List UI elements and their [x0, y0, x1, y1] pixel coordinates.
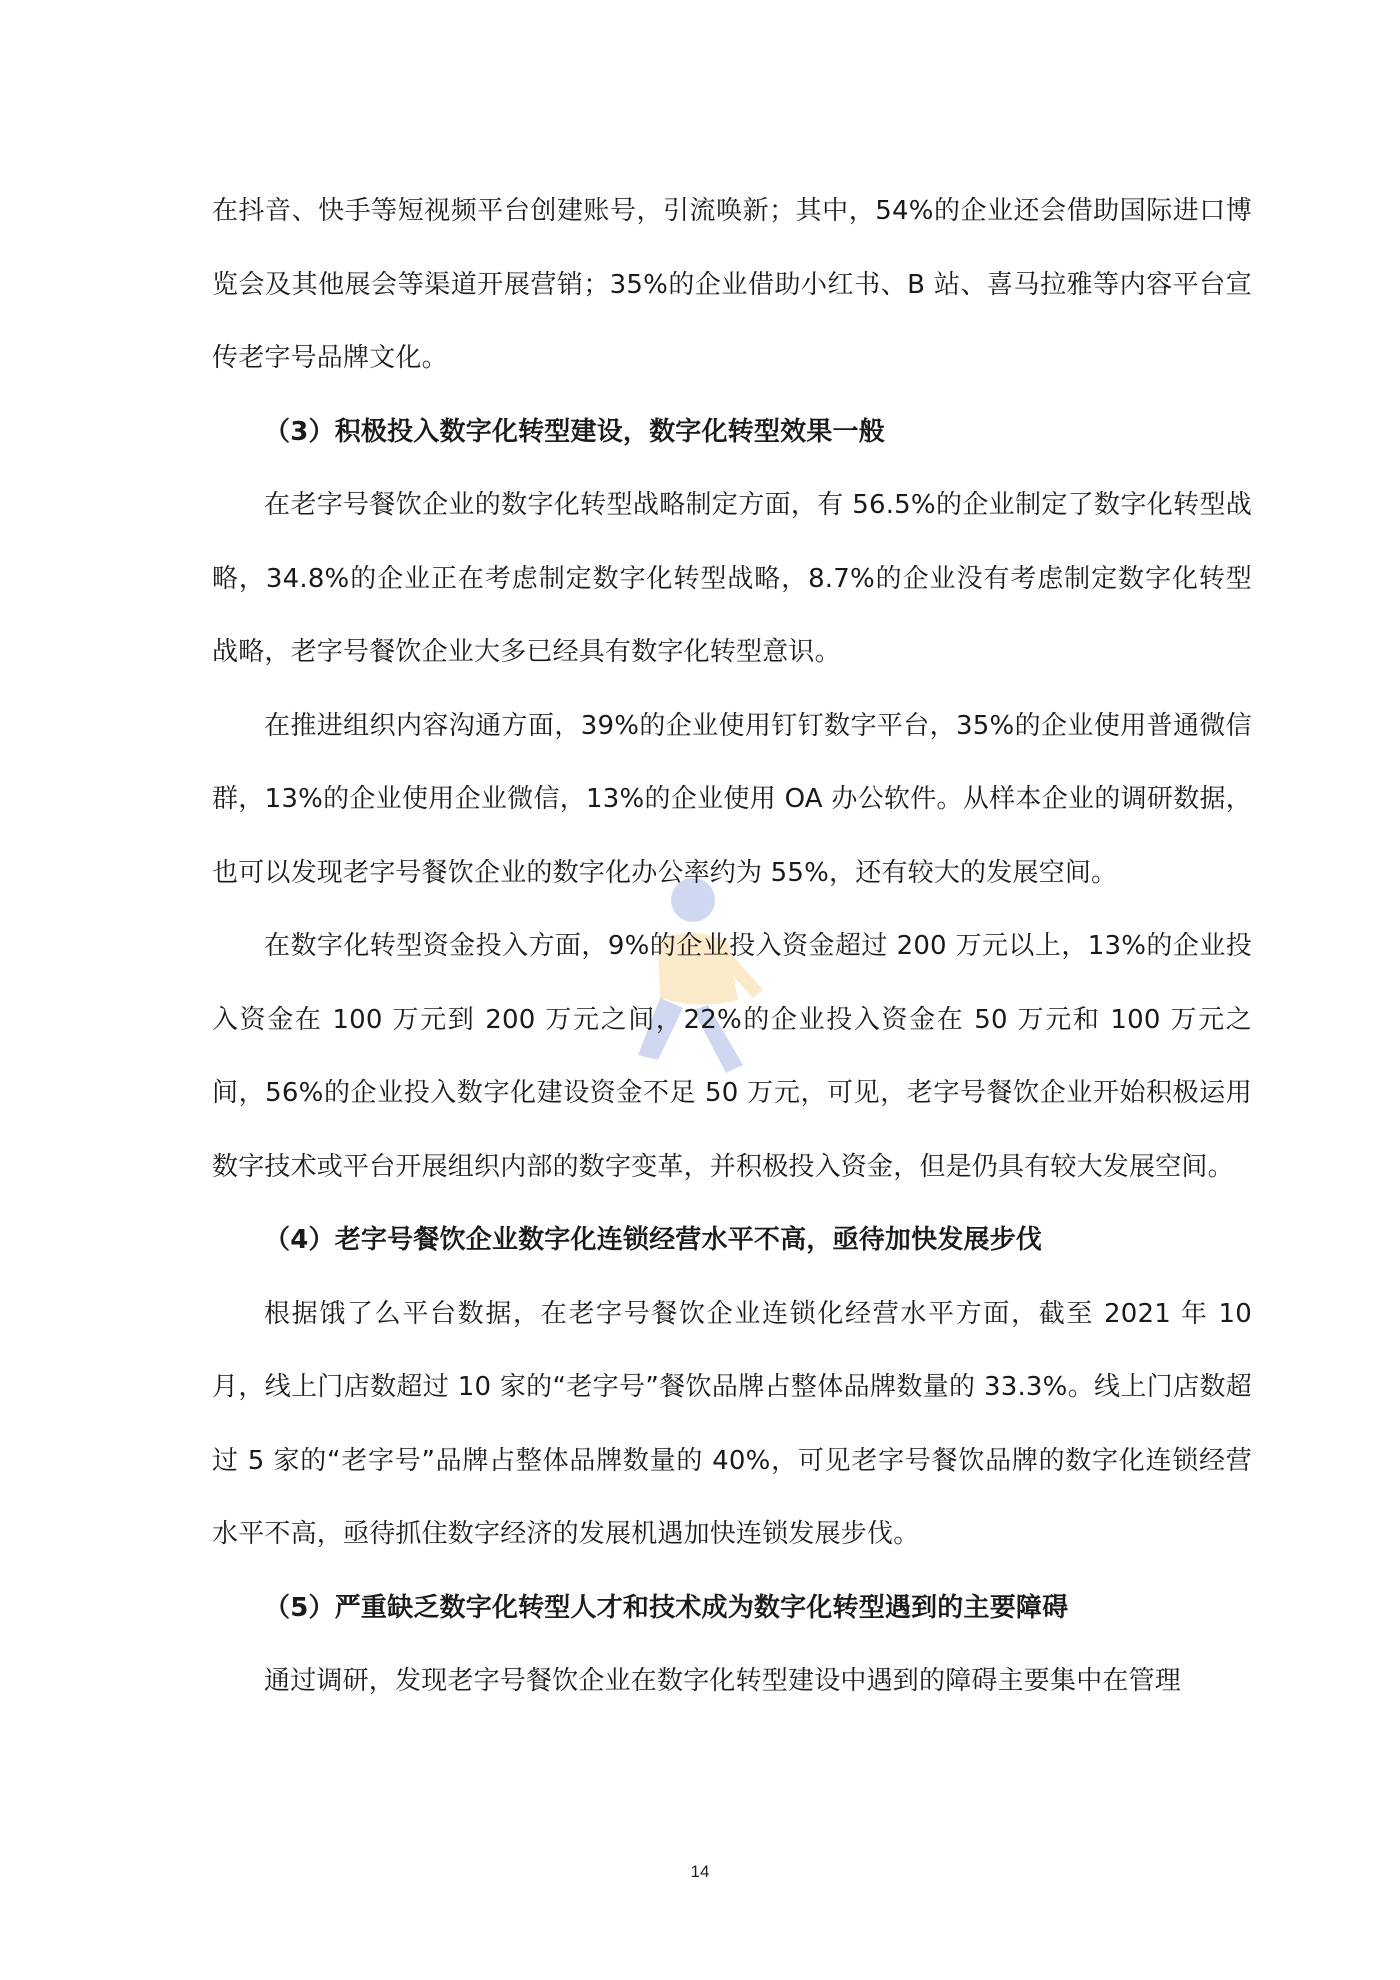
paragraph: 在老字号餐饮企业的数字化转型战略制定方面，有 56.5%的企业制定了数字化转型战略，34.8%的企业正在考虑制定数字化转型战略，8.7%的企业没有考虑制定数字化转型战略，老字号餐饮企业大多已经具有数字化转型意识。 — [212, 490, 1252, 667]
paragraph: 通过调研，发现老字号餐饮企业在数字化转型建设中遇到的障碍主要集中在管理 — [264, 1666, 1182, 1696]
paragraph: 在推进组织内容沟通方面，39%的企业使用钉钉数字平台，35%的企业使用普通微信群，13%的企业使用企业微信，13%的企业使用 OA 办公软件。从样本企业的调研数据，也可以发现老字号餐饮企业的数字化办公率约为 55%，还有较大的发展空间。 — [212, 710, 1252, 888]
section-heading: （5）严重缺乏数字化转型人才和技术成为数字化转型遇到的主要障碍 — [264, 1592, 1069, 1623]
paragraph: 根据饿了么平台数据，在老字号餐饮企业连锁化经营水平方面，截至 2021 年 10 月，线上门店数超过 10 家的“老字号”餐饮品牌占整体品牌数量的 33.3%。线上门店数超过 5 家的“老字号”品牌占整体品牌数量的 40%，可见老字号餐饮品牌的数字化连锁经营水平不高，亟待抓住数字经济的发展机遇加快连锁发展步伐。 — [212, 1298, 1252, 1549]
section-heading: （4）老字号餐饮企业数字化连锁经营水平不高，亟待加快发展步伐 — [264, 1225, 1043, 1255]
section-heading: （3）积极投入数字化转型建设，数字化转型效果一般 — [264, 416, 885, 447]
body-text — [212, 175, 1252, 1719]
paragraph: 在数字化转型资金投入方面，9%的企业投入资金超过 200 万元以上，13%的企业投入资金在 100 万元到 200 万元之间，22%的企业投入资金在 50 万元和 100 万元之间，56%的企业投入数字化建设资金不足 50 万元，可见，老字号餐饮企业开始积极运用数字技术或平台开展组织内部的数字变革，并积极投入资金，但是仍具有较大发展空间。 — [212, 931, 1252, 1182]
page-number: 14 — [690, 1862, 710, 1881]
paragraph: 在抖音、快手等短视频平台创建账号，引流唤新；其中，54%的企业还会借助国际进口博览会及其他展会等渠道开展营销；35%的企业借助小红书、B 站、喜马拉雅等内容平台宣传老字号品牌文化。 — [212, 196, 1252, 373]
